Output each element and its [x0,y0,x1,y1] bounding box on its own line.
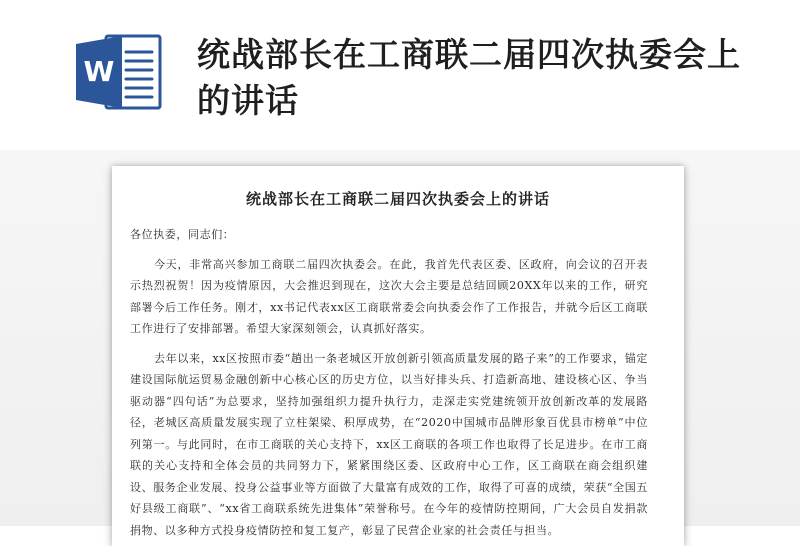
document-title: 统战部长在工商联二届四次执委会上的讲话 [245,190,550,208]
document-page [112,166,684,546]
paragraph: 去年以来，xx区按照市委“趟出一条老城区开放创新引领高质量发展的路子来”的工作要求，锚定建设国际航运贸易金融创新中心核心区的历史方位，以当好排头兵、打造新高地、建设核心区、争当驱动器“四句话”为总要求，坚持加强组织力提升执行力，走深走实党建统领开放创新改革的发展路径，老城区高质量发展实现了立柱架梁、积厚成势，在“2020中国城市品牌形象百优县市榜单”中位列第一。与此同时，在市工商联的关心支持下，xx区工商联的各项工作也取得了长足进步。在市工商联的关心支持和全体会员的共同努力下，紧紧围绕区委、区政府中心工作，区工商联在商会组织建设、服务企业发展、投身公益事业等方面做了大量富有成效的工作，取得了可喜的成绩，荣获“全国五好县级工商联”、“xx省工商联系统先进集体”荣誉称号。在今年的疫情防控期间，广大会员自发捐款捐物、以多种方式投身疫情防控和复工复产，彰显了民营企业家的社会责任与担当。 [130,351,648,537]
page-title: 统战部长在工商联二届四次执委会上的讲话 [197,35,741,120]
salutation: 各位执委，同志们： [130,228,235,241]
header-banner [0,0,800,150]
paragraph: 今天，非常高兴参加工商联二届四次执委会。在此，我首先代表区委、区政府，向会议的召开表示热烈祝贺！因为疫情原因，大会推迟到现在，这次大会主要是总结回顾20XX年以来的工作，研究部署今后工作任务。刚才，xx书记代表xx区工商联常委会向执委会作了工作报告，并就今后区工商联工作进行了安排部署。希望大家深刻领会，认真抓好落实。 [130,257,648,335]
word-document-icon [76,34,162,110]
svg-text:W: W [83,55,115,88]
document-body [130,224,648,541]
